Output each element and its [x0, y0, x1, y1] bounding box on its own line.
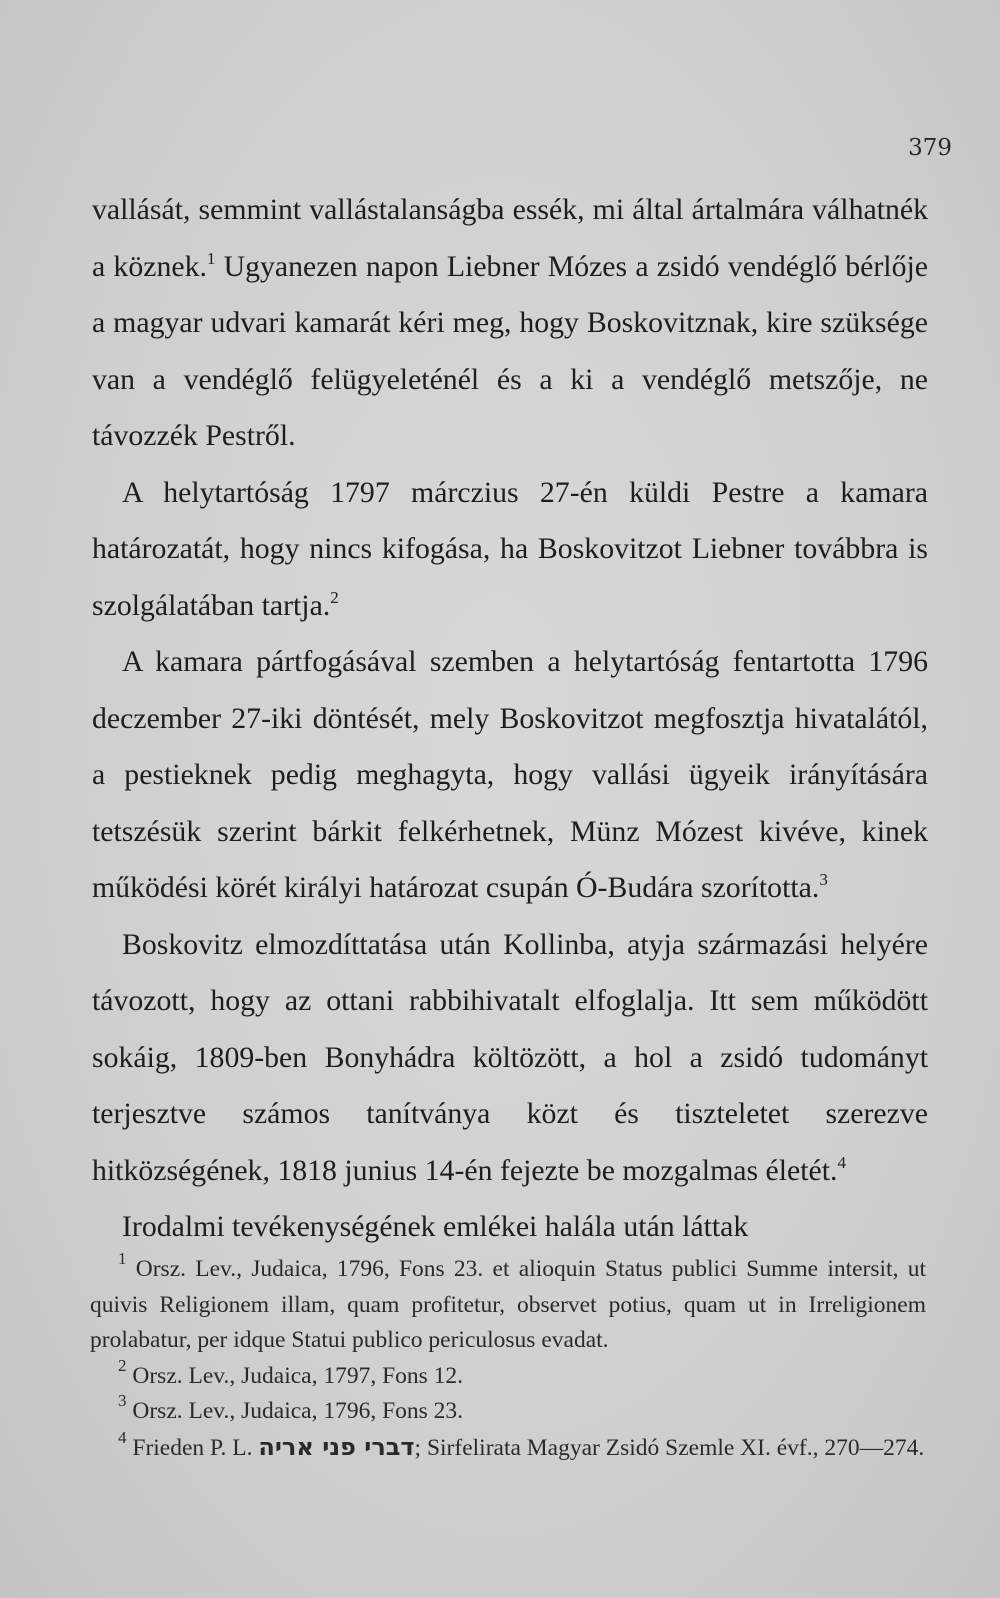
footnote-mark-4: 4 [118, 1427, 127, 1447]
footnote-1-text: Orsz. Lev., Judaica, 1796, Fons 23. et alioquin Status publici Summe intersit, ut quivis Religionem illam, quam profitetur, observet potius, quam ut in Irreligionem prolabatur, per idque Statui publico periculosus evadat. [90, 1256, 926, 1354]
footnote-2-text: Orsz. Lev., Judaica, 1797, Fons 12. [126, 1362, 464, 1389]
paragraph-2-text: A helytartóság 1797 márczius 27-én küldi Pestre a kamara határozatát, hogy nincs kifogása, ha Boskovitzot Liebner továbbra is szolgálatában tartja. [92, 475, 928, 622]
paragraph-4-text: Boskovitz elmozdíttatása után Kollinba, atyja származási helyére távozott, hogy az ottani rabbihivatalt elfoglalja. Itt sem működött sokáig, 1809-ben Bonyhádra költözött, a hol a zsidó tudományt terjesztve számos tanítványa közt és tiszteletet szerezve hitközségének, 1818 junius 14-én fejezte be mozgalmas életét. [92, 927, 928, 1187]
paragraph-5-text: Irodalmi tevékenységének emlékei halála után láttak [122, 1210, 749, 1243]
footnote-4-text-before: Frieden P. L. [126, 1434, 259, 1461]
footnote-ref-1: 1 [206, 248, 216, 268]
footnote-mark-2: 2 [118, 1355, 127, 1375]
main-text [92, 182, 928, 1256]
footnote-1 [90, 1249, 926, 1359]
footnote-3-text: Orsz. Lev., Judaica, 1796, Fons 23. [126, 1398, 464, 1425]
hebrew-title: דברי פני אריה [258, 1432, 415, 1461]
footnote-mark-3: 3 [118, 1391, 127, 1411]
paragraph-1-text: vallását, semmint vallástalanságba essék, mi által ártalmára válhatnék a köznek. [92, 193, 928, 283]
footnote-4 [90, 1427, 926, 1467]
paragraph-1 [92, 182, 928, 465]
paragraph-3 [92, 634, 928, 917]
paragraph-4 [92, 917, 928, 1200]
footnote-ref-4: 4 [837, 1152, 846, 1172]
footnote-mark-1: 1 [118, 1249, 127, 1268]
footnote-ref-3: 3 [819, 870, 828, 889]
footnote-3 [90, 1391, 926, 1430]
footnotes [90, 1249, 926, 1467]
footnote-2 [90, 1355, 926, 1395]
footnote-4-text-after: ; Sirfelirata Magyar Zsidó Szemle XI. évf., 270—274. [414, 1434, 925, 1461]
paragraph-3-text: A kamara pártfogásával szemben a helytartóság fentartotta 1796 deczember 27-iki döntését, mely Boskovitzot megfosztja hivatalától, a pestieknek pedig meghagyta, hogy vallási ügyeik irányítására tetszésük szerint bárkit felkérhetnek, Münz Mózest kivéve, kinek működési körét királyi határozat csupán Ó-Budára szorította. [92, 645, 928, 904]
paragraph-2 [92, 465, 928, 635]
paragraph-5 [92, 1199, 928, 1256]
paragraph-1-continuation: Ugyanezen napon Liebner Mózes a zsidó vendéglő bérlője a magyar udvari kamarát kéri meg, hogy Boskovitznak, kire szüksége van a vendéglő felügyeleténél és a ki a vendéglő metszője, ne távozzék Pestről. [92, 249, 928, 452]
footnote-ref-2: 2 [330, 587, 339, 607]
page-number: 379 [908, 135, 952, 161]
